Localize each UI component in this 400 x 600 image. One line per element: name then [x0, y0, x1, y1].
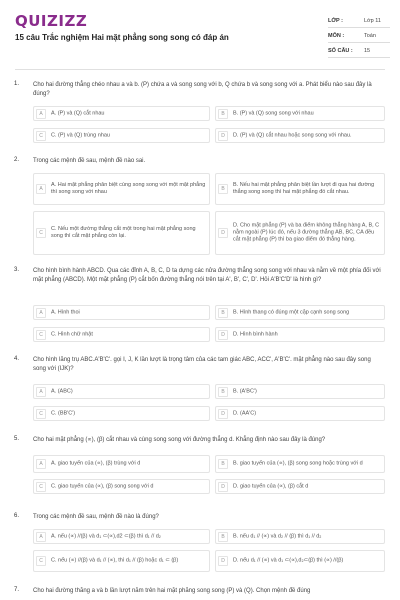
answer-option-d[interactable] — [215, 128, 385, 143]
answer-option-c[interactable] — [33, 128, 210, 143]
option-text: B. Nếu hai mặt phẳng phân biệt lần lượt đi qua hai đường thẳng song song thì hai mặt phẳng đó cắt nhau. — [233, 182, 375, 195]
quizizz-logo: QUIZIZZ — [15, 12, 88, 30]
option-text: D. giao tuyến của (∝), (β) cắt d — [233, 483, 309, 489]
question-text: Cho hình lăng trụ ABC.A'B'C'. gọi I, J, K lần lượt là trọng tâm của các tam giác ABC, ACC', A'B'C'. mặt phẳng nào sau đây song song với (IJK)? — [33, 357, 371, 372]
option-letter: B — [218, 109, 228, 119]
option-text: D. (AA'C) — [233, 410, 257, 416]
answer-option-c[interactable] — [33, 211, 210, 255]
option-text: C. giao tuyến của (∝), (β) song song với d — [51, 483, 154, 489]
option-letter: C — [36, 131, 46, 141]
question-text: Cho hai mặt phẳng (∝), (β) cắt nhau và cùng song song với đường thẳng d. Khẳng định nào sau đây là đúng? — [33, 437, 326, 443]
option-text: D. Hình bình hành — [233, 331, 278, 337]
document-header — [0, 0, 400, 70]
option-letter: D — [218, 556, 228, 566]
question-text: Cho hai đường thẳng a và b lần lượt nằm trên hai mặt phẳng song song (P) và (Q). Chọn mệnh đề đúng — [33, 588, 311, 594]
option-text: A. (P) và (Q) cắt nhau — [51, 110, 105, 116]
answer-option-d[interactable] — [215, 327, 385, 342]
meta-value: Lớp 11 — [364, 18, 381, 24]
answer-option-d[interactable] — [215, 406, 385, 421]
option-text: B. (P) và (Q) song song với nhau — [233, 110, 314, 116]
meta-value: 15 — [364, 48, 371, 54]
option-text: B. (A'BC') — [233, 388, 257, 394]
option-letter: C — [36, 228, 46, 238]
answer-option-a[interactable] — [33, 173, 210, 205]
question-number: 5. — [14, 436, 20, 442]
question-text: Cho hai đường thẳng chéo nhau a và b. (P) chứa a và song song với b, Q chứa b và song song với a. Phát biểu nào sau đây là đúng? — [33, 82, 372, 97]
option-letter: A — [36, 459, 46, 469]
option-letter: D — [218, 330, 228, 340]
option-letter: C — [36, 556, 46, 566]
option-letter: B — [218, 387, 228, 397]
option-text: C. Hình chữ nhật — [51, 331, 93, 337]
option-letter: B — [218, 308, 228, 318]
question-number: 6. — [14, 513, 20, 519]
option-text: D. nếu d₁ // (∝) và d₁ ⊂(∝),d₂⊂(β) thì (∝) //(β) — [233, 557, 344, 564]
option-letter: B — [218, 532, 228, 542]
question-text: Cho hình bình hành ABCD. Qua các đỉnh A, B, C, D ta dựng các nửa đường thẳng song song với nhau và nằm về một phía đối với mặt phẳng (ABCD). Một mặt phẳng (P) cắt bốn đường thẳng nói trên tại A', B', C', D'. Hỏi A'B'C'D' là hình gì? — [33, 268, 381, 283]
option-text: A. nếu (∝) //(β) và d₁ ⊂(∝),d2 ⊂(β) thì d₁ // d₂ — [51, 533, 161, 539]
option-letter: D — [218, 228, 228, 238]
option-letter: A — [36, 109, 46, 119]
meta-grade — [328, 14, 390, 28]
option-text: A. (ABC) — [51, 388, 73, 394]
meta-label: LỚP : — [328, 18, 343, 24]
option-letter: C — [36, 482, 46, 492]
option-text: B. giao tuyến của (∝), (β) song song hoặc trùng với d — [233, 460, 363, 467]
option-text: B. nếu d₁ // (∝) và d₂ // (β) thì d₁ // d₂ — [233, 533, 322, 539]
option-text: C. (P) và (Q) trùng nhau — [51, 132, 110, 138]
option-text: D. (P) và (Q) cắt nhau hoặc song song với nhau. — [233, 132, 352, 138]
question-text: Trong các mệnh đề sau, mệnh đề nào là đúng? — [33, 514, 159, 520]
question-number: 3. — [14, 267, 20, 273]
option-letter: D — [218, 482, 228, 492]
meta-value: Toán — [364, 33, 376, 39]
answer-option-d[interactable] — [215, 211, 385, 255]
answer-option-c[interactable] — [33, 550, 210, 572]
answer-option-a[interactable] — [33, 106, 210, 121]
option-text: A. giao tuyến của (∝), (β) trùng với d — [51, 460, 141, 467]
option-text: D. Cho mặt phẳng (P) và ba điểm không thẳng hàng A, B, C nằm ngoài (P) lúc đó, nếu 3 đường thẳng AB, BC, CA đều cắt mặt phẳng (P) thì ba giao điểm đó thẳng hàng. — [233, 222, 380, 243]
answer-option-b[interactable] — [215, 106, 385, 121]
option-letter: A — [36, 184, 46, 194]
answer-option-b[interactable] — [215, 305, 385, 320]
meta-question-count — [328, 44, 390, 58]
option-letter: C — [36, 330, 46, 340]
option-letter: C — [36, 409, 46, 419]
option-text: C. (BB'C') — [51, 410, 76, 416]
answer-option-c[interactable] — [33, 406, 210, 421]
option-letter: A — [36, 532, 46, 542]
question-number: 7. — [14, 587, 20, 593]
answer-option-c[interactable] — [33, 479, 210, 494]
answer-option-a[interactable] — [33, 455, 210, 473]
option-letter: D — [218, 409, 228, 419]
option-text: A. Hình thoi — [51, 309, 80, 315]
option-letter: A — [36, 308, 46, 318]
header-divider — [15, 69, 385, 70]
answer-option-b[interactable] — [215, 529, 385, 544]
answer-option-c[interactable] — [33, 327, 210, 342]
meta-label: MÔN : — [328, 33, 345, 39]
option-text: C. nếu (∝) //(β) và d₁ // (∝), thì d₁ // (β) hoặc d₁ ⊂ (β) — [51, 557, 179, 564]
answer-option-a[interactable] — [33, 529, 210, 544]
option-letter: B — [218, 459, 228, 469]
question-text: Trong các mệnh đề sau, mệnh đề nào sai. — [33, 158, 146, 164]
question-number: 2. — [14, 157, 20, 163]
answer-option-a[interactable] — [33, 384, 210, 399]
question-number: 1. — [14, 81, 20, 87]
answer-option-b[interactable] — [215, 173, 385, 205]
meta-subject — [328, 29, 390, 43]
answer-option-d[interactable] — [215, 550, 385, 572]
option-letter: B — [218, 184, 228, 194]
question-number: 4. — [14, 356, 20, 362]
answer-option-b[interactable] — [215, 455, 385, 473]
page-title: 15 câu Trắc nghiệm Hai mặt phẳng song song có đáp án — [15, 33, 229, 42]
option-text: C. Nếu một đường thẳng cắt một trong hai mặt phẳng song song thì cắt mặt phẳng còn lại. — [51, 226, 196, 239]
option-text: A. Hai mặt phẳng phân biệt cùng song song với một mặt phẳng thì song song với nhau — [51, 182, 206, 195]
answer-option-d[interactable] — [215, 479, 385, 494]
answer-option-a[interactable] — [33, 305, 210, 320]
meta-label: SỐ CÂU : — [328, 48, 353, 54]
option-letter: A — [36, 387, 46, 397]
answer-option-b[interactable] — [215, 384, 385, 399]
option-letter: D — [218, 131, 228, 141]
option-text: B. Hình thang có đúng một cặp cạnh song song — [233, 309, 350, 315]
